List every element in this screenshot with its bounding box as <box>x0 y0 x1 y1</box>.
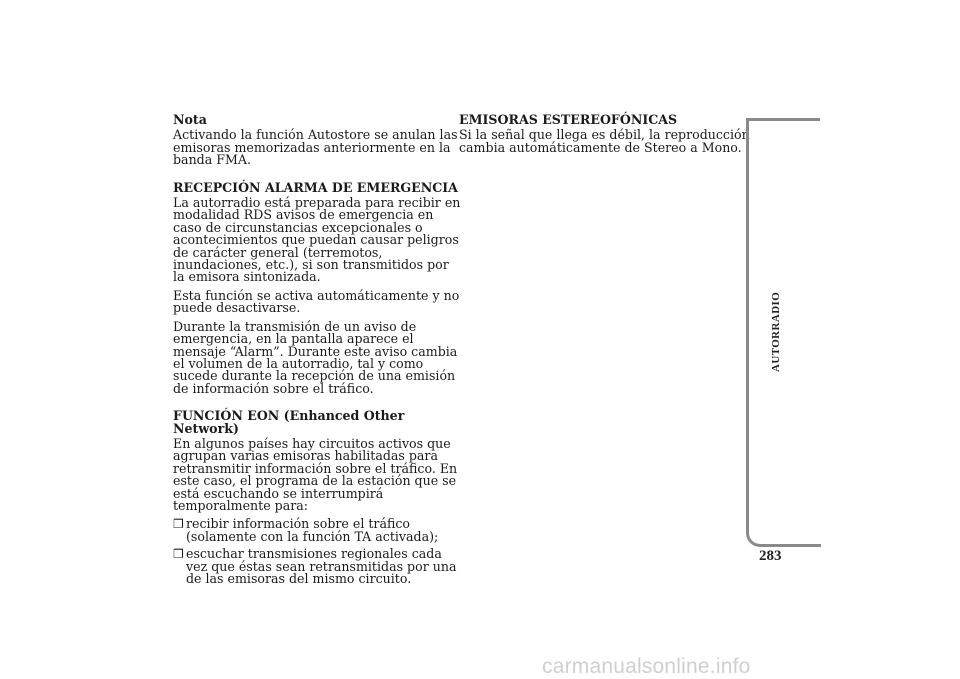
right-column <box>459 114 759 160</box>
section-tab-top-edge <box>746 118 820 121</box>
eon-text: En algunos países hay circuitos activos que agrupan varias emisoras habilitadas para retransmitir información sobre el tráfico. En este caso, el programa de la estación que se está escuchando se interrumpirá temporalmente para: <box>173 435 458 513</box>
section-tab-frame <box>746 118 821 547</box>
eon-heading: FUNCIÓN EON (Enhanced Other Network) <box>173 408 405 436</box>
emergency-paragraph-1: La autorradio está preparada para recibir en modalidad RDS avisos de emergencia en caso de circunstancias excepcionales o acontecimientos que puedan causar peligros de carácter general (terremotos, inundaciones, etc.), si son transmitidos por la emisora sintonizada. <box>173 195 461 285</box>
nota-heading: Nota <box>173 112 207 127</box>
eon-bullet-2-text: escuchar transmisiones regionales cada vez que éstas sean retransmitidas por una de las emisoras del mismo circuito. <box>186 546 457 586</box>
left-column <box>173 114 463 590</box>
eon-bullet-1 <box>173 518 463 543</box>
checkbox-bullet-icon: ❒ <box>173 517 184 532</box>
emergency-paragraph-2: Esta función se activa automáticamente y no puede desactivarse. <box>173 287 460 316</box>
eon-bullet-2 <box>173 548 463 585</box>
eon-bullet-1-text: recibir información sobre el tráfico (solamente con la función TA activada); <box>186 516 439 544</box>
section-tab-label: AUTORRADIO <box>770 291 782 372</box>
page-number: 283 <box>759 548 782 564</box>
nota-text: Activando la función Autostore se anulan las emisoras memorizadas anteriormente en la banda FMA. <box>173 127 458 168</box>
emergency-heading: RECEPCIÓN ALARMA DE EMERGENCIA <box>173 179 458 195</box>
checkbox-bullet-icon: ❒ <box>173 547 184 562</box>
emergency-paragraph-3: Durante la transmisión de un aviso de emergencia, en la pantalla aparece el mensaje “Alarm”. Durante este aviso cambia el volumen de la autorradio, tal y como sucede durante la recepción de una emisión de información sobre el tráfico. <box>173 318 458 396</box>
watermark: carmanualsonline.info <box>542 655 751 678</box>
stereo-heading: EMISORAS ESTEREOFÓNICAS <box>459 112 678 127</box>
stereo-text: Si la señal que llega es débil, la reproducción cambia automáticamente de Stereo a Mono. <box>459 127 750 155</box>
